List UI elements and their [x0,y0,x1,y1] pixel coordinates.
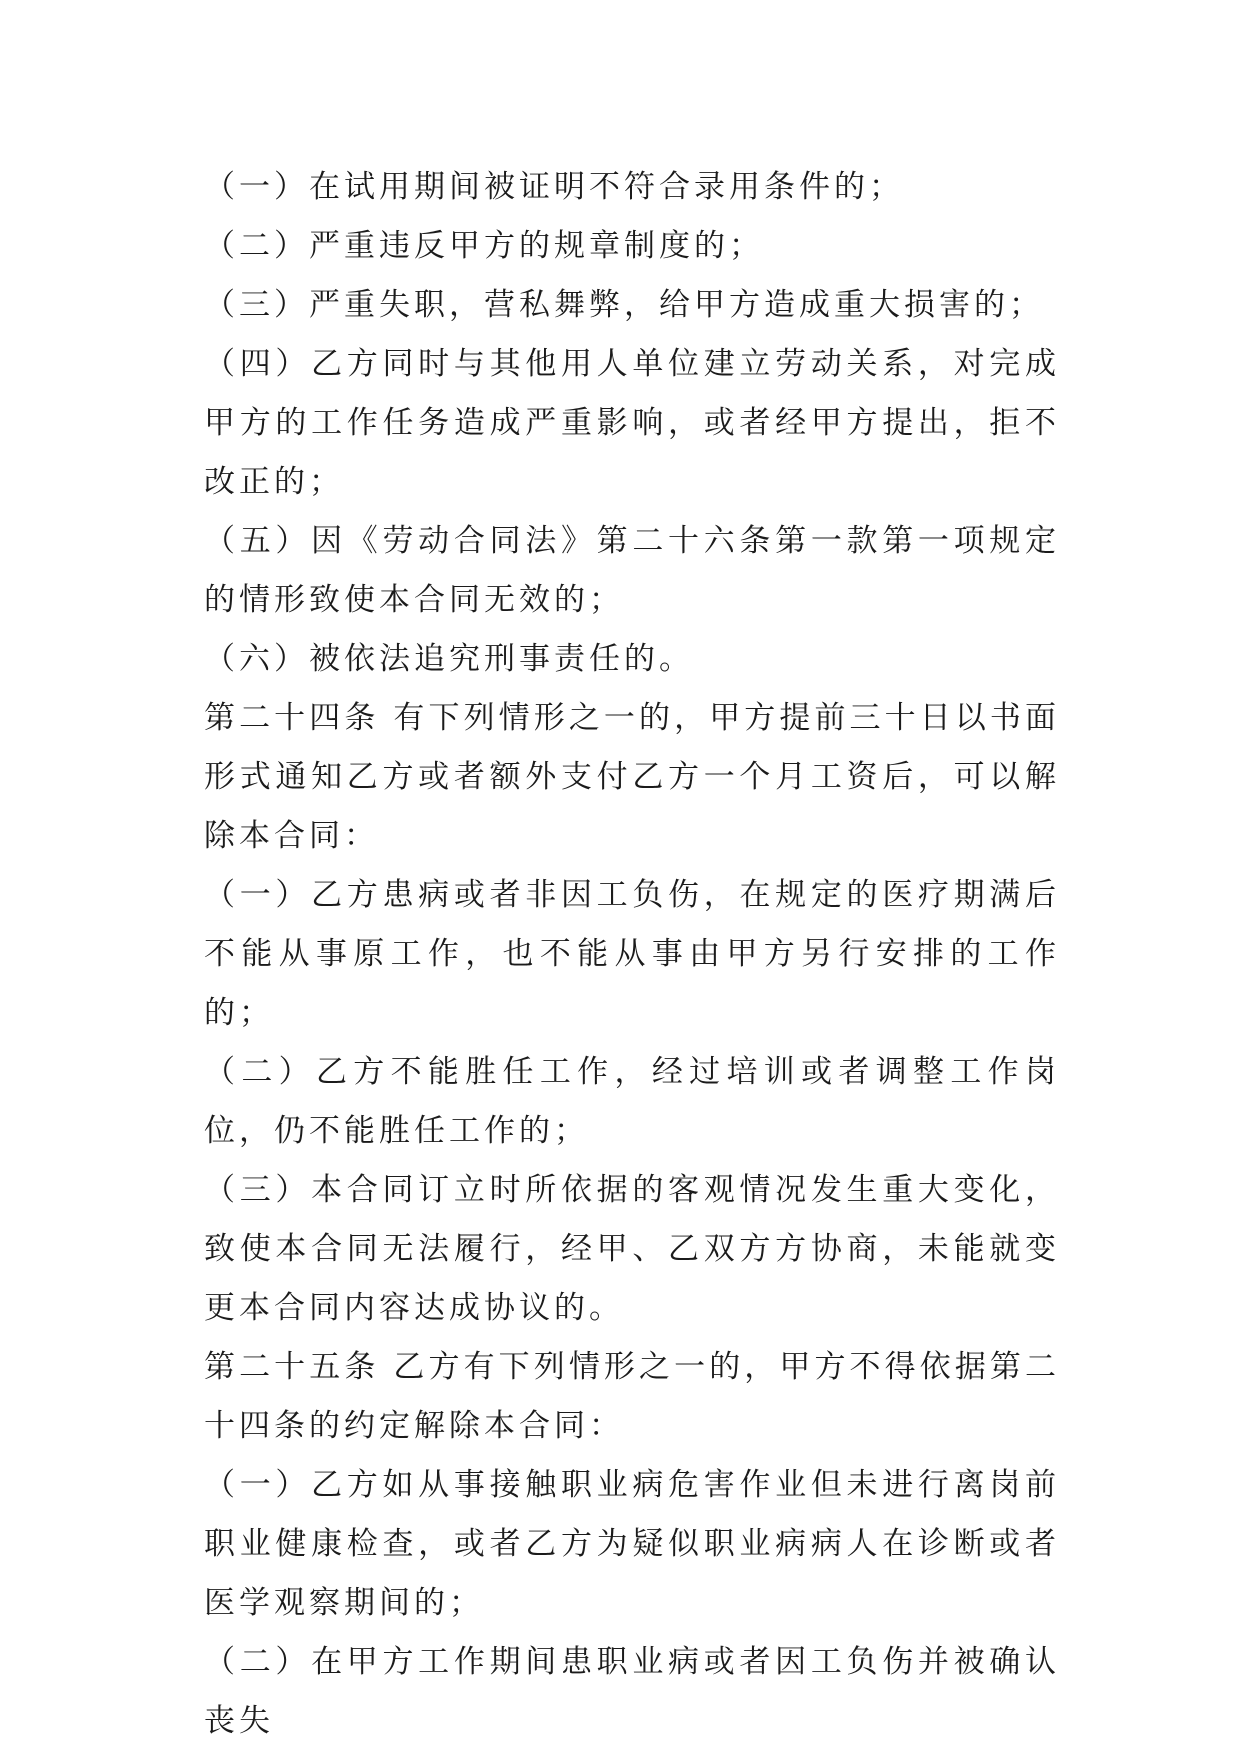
paragraph-clause-item-1: （一）在试用期间被证明不符合录用条件的； [204,169,904,205]
paragraph-clause-item-5: （五）因《劳动合同法》第二十六条第一款第一项规定的情形致使本合同无效的； [204,523,1060,618]
paragraph-article-25-item-2: （二）在甲方工作期间患职业病或者因工负伤并被确认丧失 [204,1644,1060,1739]
paragraph-article-25-item-1: （一）乙方如从事接触职业病危害作业但未进行离岗前职业健康检查，或者乙方为疑似职业病病人在诊断或者医学观察期间的； [204,1467,1060,1621]
paragraph-article-24: 第二十四条 有下列情形之一的，甲方提前三十日以书面形式通知乙方或者额外支付乙方一个月工资后，可以解除本合同： [204,700,1060,854]
document-body [190,158,1060,1751]
paragraph-article-24-item-1: （一）乙方患病或者非因工负伤，在规定的医疗期满后不能从事原工作，也不能从事由甲方另行安排的工作的； [204,877,1060,1031]
paragraph-clause-item-4: （四）乙方同时与其他用人单位建立劳动关系，对完成甲方的工作任务造成严重影响，或者经甲方提出，拒不改正的； [204,346,1060,500]
paragraph-article-24-item-3: （三）本合同订立时所依据的客观情况发生重大变化，致使本合同无法履行，经甲、乙双方方协商，未能就变更本合同内容达成协议的。 [204,1172,1060,1326]
paragraph-clause-item-2: （二）严重违反甲方的规章制度的； [204,228,764,264]
paragraph-clause-item-3: （三）严重失职，营私舞弊，给甲方造成重大损害的； [204,287,1044,323]
paragraph-clause-item-6: （六）被依法追究刑事责任的。 [204,641,694,677]
paragraph-article-25: 第二十五条 乙方有下列情形之一的，甲方不得依据第二十四条的约定解除本合同： [204,1349,1060,1444]
paragraph-article-24-item-2: （二）乙方不能胜任工作，经过培训或者调整工作岗位，仍不能胜任工作的； [204,1054,1060,1149]
